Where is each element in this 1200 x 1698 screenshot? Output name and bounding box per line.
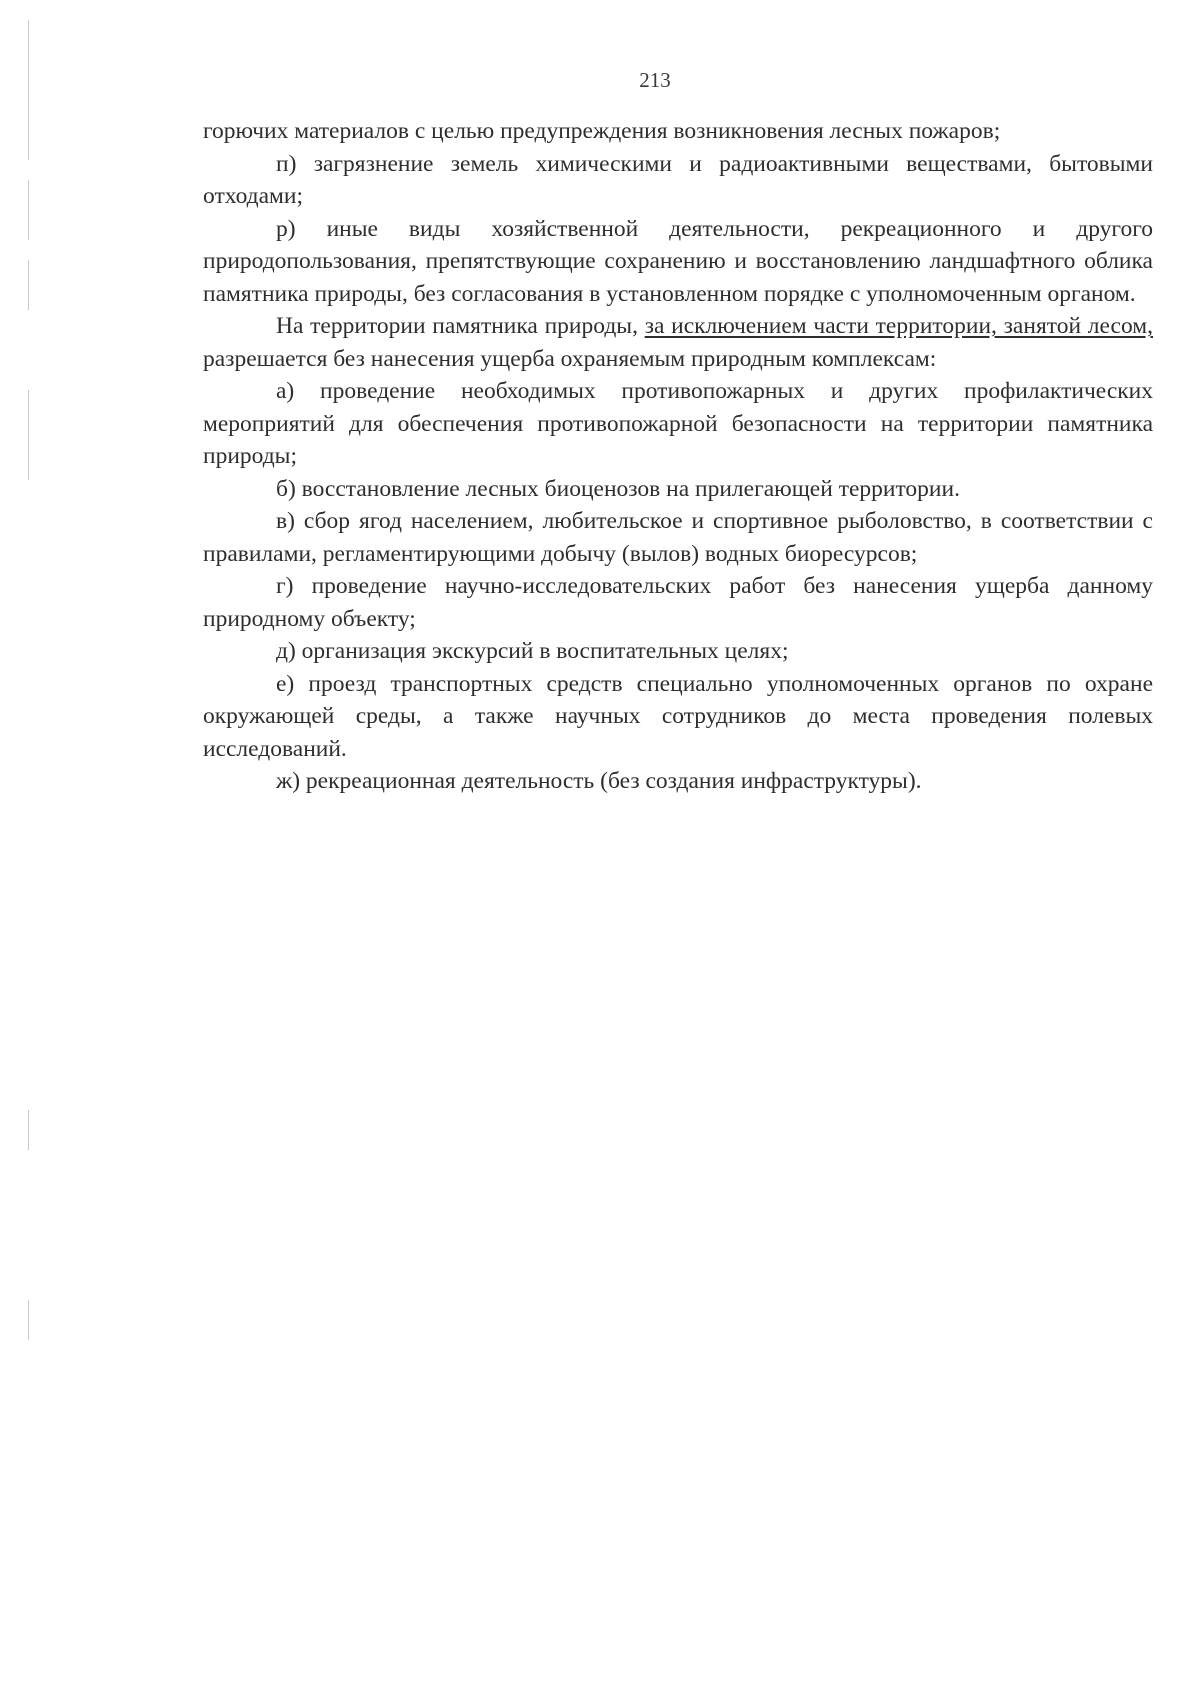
paragraph-text: На территории памятника природы, bbox=[276, 313, 645, 339]
paragraph-text: разрешается без нанесения ущерба охраняемым природным комплексам: bbox=[203, 345, 937, 372]
list-item-r: р) иные виды хозяйственной деятельности, рекреационного и другого природопользования, препятствующие сохранению и восстановлению ландшафтного облика памятника природы, без согласования в установленном порядке с уполномоченным органом. bbox=[203, 215, 1153, 307]
list-item-a: а) проведение необходимых противопожарных и других профилактических мероприятий для обеспечения противопожарной безопасности на территории памятника природы; bbox=[203, 378, 1153, 469]
paragraph-continuation: горючих материалов с целью предупреждения возникновения лесных пожаров; bbox=[203, 118, 1001, 144]
paragraph-allowed-activities bbox=[203, 310, 1153, 375]
scan-edge-mark bbox=[28, 260, 29, 310]
list-item-b: б) восстановление лесных биоценозов на прилегающей территории. bbox=[276, 475, 960, 502]
list-item-zh: ж) рекреационная деятельность (без создания инфраструктуры). bbox=[276, 768, 922, 794]
document-body bbox=[203, 115, 1153, 798]
list-item-p: п) загрязнение земель химическими и радиоактивными веществами, бытовыми отходами; bbox=[203, 150, 1153, 209]
scan-edge-mark bbox=[28, 1110, 29, 1150]
list-item-v: в) сбор ягод населением, любительское и спортивное рыболовство, в соответствии с правилами, регламентирующими добычу (вылов) водных биоресурсов; bbox=[203, 508, 1153, 567]
list-item-d: д) организация экскурсий в воспитательных целях; bbox=[276, 638, 789, 664]
underlined-exception: за исключением части территории, занятой лесом, bbox=[644, 313, 1153, 339]
list-item-g: г) проведение научно-исследовательских работ без нанесения ущерба данному природному объекту; bbox=[203, 573, 1153, 632]
scan-edge-mark bbox=[28, 390, 29, 480]
scan-edge-mark bbox=[28, 1300, 29, 1340]
scan-edge-mark bbox=[28, 180, 29, 240]
page-number: 213 bbox=[639, 68, 671, 92]
list-item-e: е) проезд транспортных средств специально уполномоченных органов по охране окружающей среды, а также научных сотрудников до места проведения полевых исследований. bbox=[203, 670, 1153, 762]
